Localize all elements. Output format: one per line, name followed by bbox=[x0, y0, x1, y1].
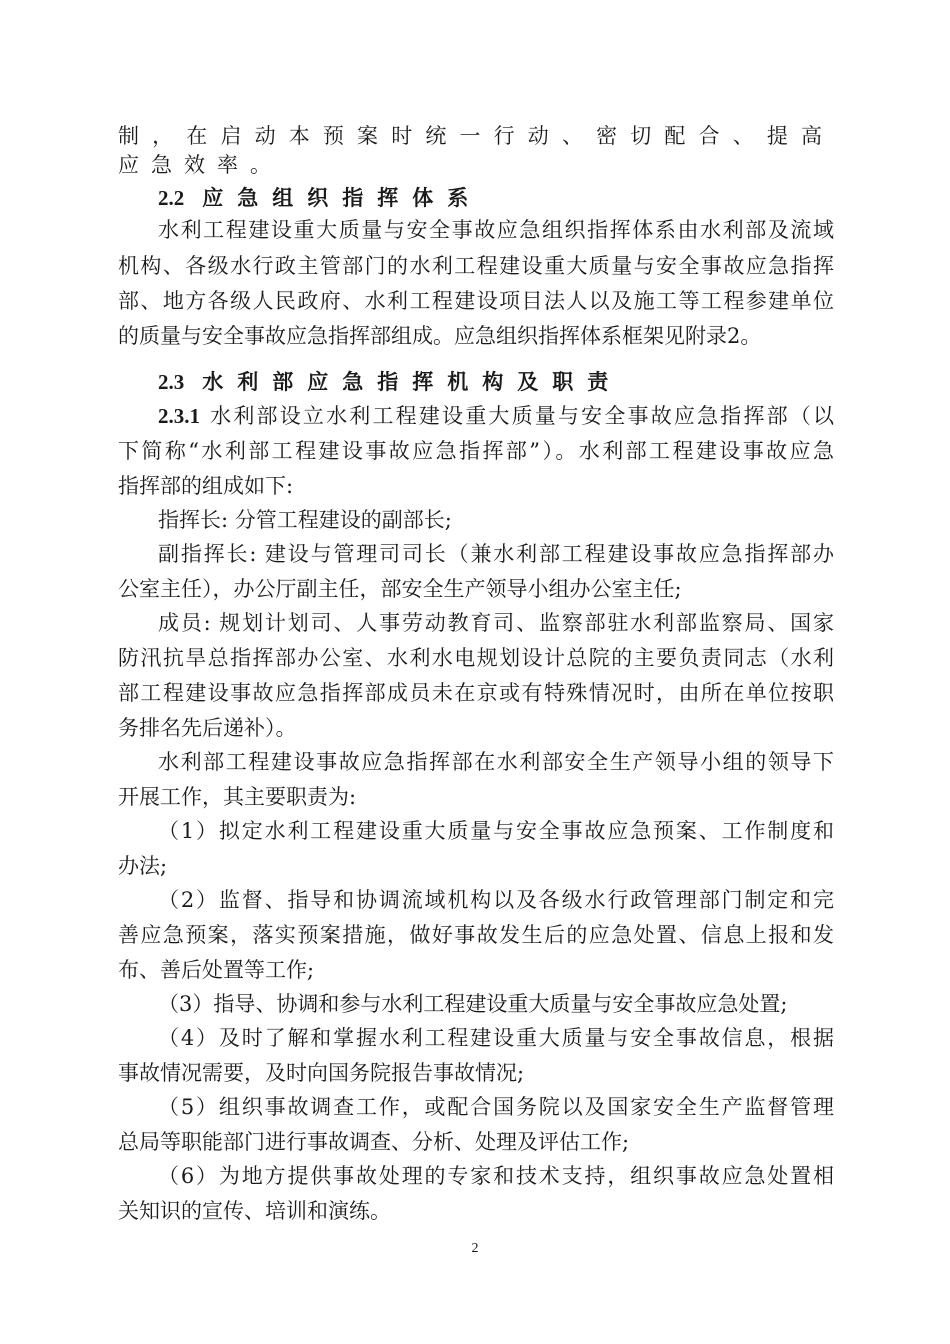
list-item: （3）指导、协调和参与水利工程建设重大质量与安全事故应急处置; bbox=[158, 992, 788, 1016]
list-item: （4）及时了解和掌握水利工程建设重大质量与安全事故信息，根据 bbox=[158, 1026, 834, 1050]
subsection-text: 水利部设立水利工程建设重大质量与安全事故应急指挥部（以 bbox=[208, 404, 834, 428]
section-title: 应急组织指挥体系 bbox=[202, 185, 483, 210]
text-line: 的质量与安全事故应急指挥部组成。应急组织指挥体系框架见附录2。 bbox=[118, 324, 762, 348]
text-line: 指挥部的组成如下: bbox=[118, 474, 294, 498]
text-line: 事故情况需要，及时向国务院报告事故情况; bbox=[118, 1061, 525, 1085]
section-heading-2-2 bbox=[158, 183, 834, 213]
text-line: 水利工程建设重大质量与安全事故应急组织指挥体系由水利部及流域 bbox=[158, 218, 834, 242]
list-item: （2）监督、指导和协调流域机构以及各级水行政管理部门制定和完 bbox=[158, 888, 834, 912]
text-line: 总局等职能部门进行事故调查、分析、处理及评估工作; bbox=[118, 1130, 630, 1154]
list-item: （6）为地方提供事故处理的专家和技术支持，组织事故应急处置相 bbox=[158, 1164, 834, 1188]
text-line: 务排名先后递补）。 bbox=[118, 716, 297, 740]
section-number: 2.2 bbox=[158, 186, 185, 210]
text-line: 防汛抗旱总指挥部办公室、水利水电规划设计总院的主要负责同志（水利 bbox=[118, 646, 834, 670]
text-line: 开展工作，其主要职责为: bbox=[118, 785, 357, 809]
text-line: 公室主任），办公厅副主任，部安全生产领导小组办公室主任; bbox=[118, 577, 682, 601]
text-line: 关知识的宣传、培训和演练。 bbox=[118, 1199, 391, 1223]
text-line: 副指挥长: 建设与管理司司长（兼水利部工程建设事故应急指挥部办 bbox=[158, 542, 834, 566]
text-line: 成员: 规划计划司、人事劳动教育司、监察部驻水利部监察局、国家 bbox=[158, 611, 834, 635]
list-item: （5）组织事故调查工作，或配合国务院以及国家安全生产监督管理 bbox=[158, 1095, 834, 1119]
text-line: 办法; bbox=[118, 854, 168, 878]
text-line: 部工程建设事故应急指挥部成员未在京或有特殊情况时，由所在单位按职 bbox=[118, 681, 834, 705]
subsection-number: 2.3.1 bbox=[158, 404, 200, 428]
section-heading-2-3 bbox=[158, 367, 834, 397]
page-number: 2 bbox=[471, 1241, 479, 1256]
text-line: 部、地方各级人民政府、水利工程建设项目法人以及施工等工程参建单位 bbox=[118, 289, 834, 313]
section-number: 2.3 bbox=[158, 370, 185, 394]
text-line: 布、善后处置等工作; bbox=[118, 958, 315, 982]
text-line: 应急效率。 bbox=[118, 153, 283, 177]
text-line: 机构、各级水行政主管部门的水利工程建设重大质量与安全事故应急指挥 bbox=[118, 254, 834, 278]
section-title: 水利部应急指挥机构及职责 bbox=[202, 369, 623, 394]
list-item: （1）拟定水利工程建设重大质量与安全事故应急预案、工作制度和 bbox=[158, 819, 834, 843]
text-line: 水利部工程建设事故应急指挥部在水利部安全生产领导小组的领导下 bbox=[158, 750, 834, 774]
text-line: 指挥长: 分管工程建设的副部长; bbox=[158, 508, 452, 532]
text-line: 善应急预案，落实预案措施，做好事故发生后的应急处置、信息上报和发 bbox=[118, 923, 834, 947]
text-line: 下简称“水利部工程建设事故应急指挥部”）。水利部工程建设事故应急 bbox=[118, 439, 834, 463]
text-line: 制，在启动本预案时统一行动、密切配合、提高 bbox=[118, 124, 834, 148]
text-line bbox=[158, 401, 834, 431]
